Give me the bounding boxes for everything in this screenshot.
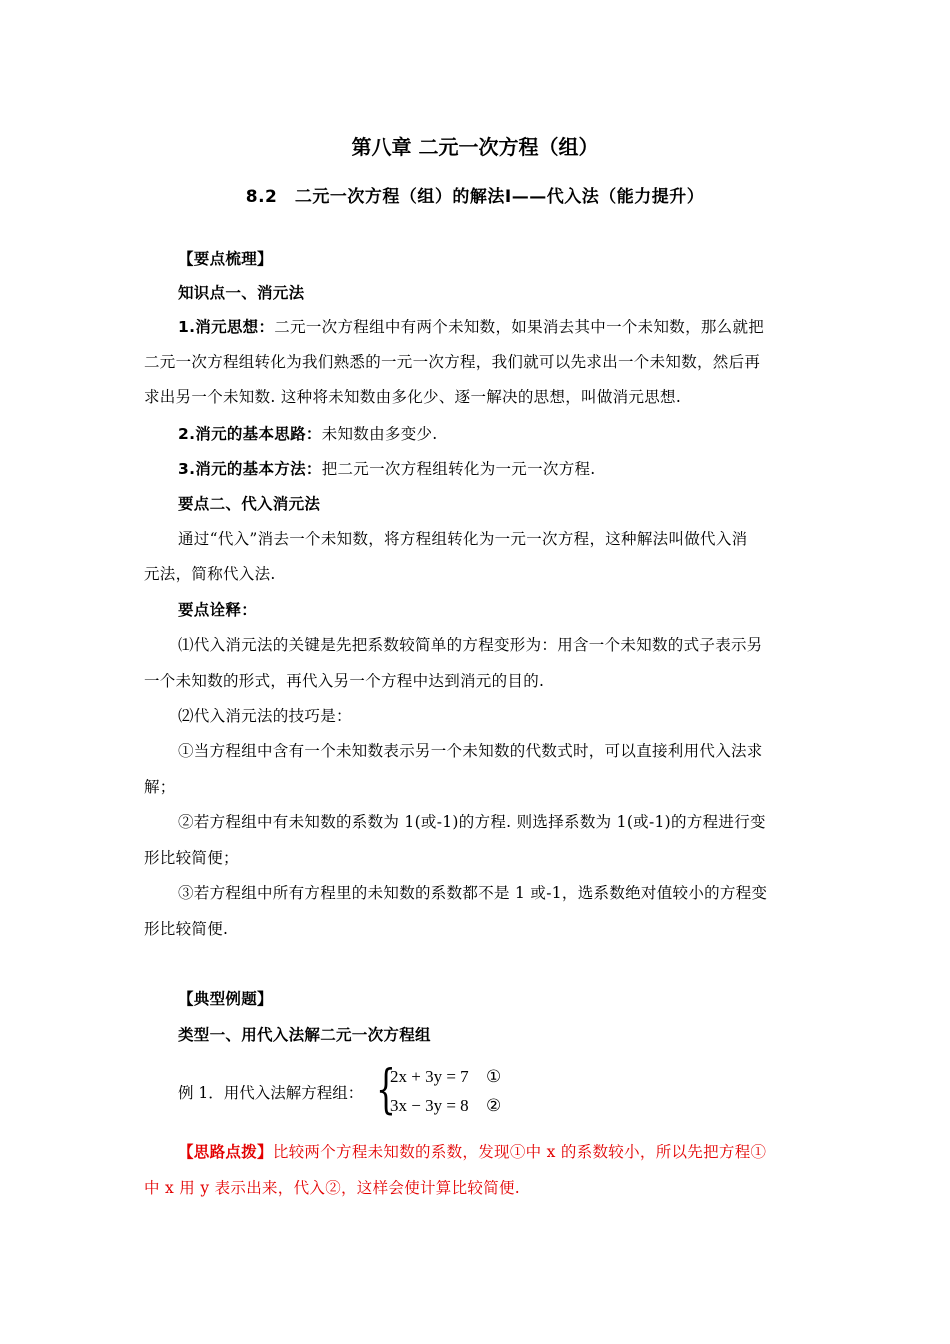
- equation-2-mark: ②: [486, 1096, 502, 1116]
- tip2-line1: ②若方程组中有未知数的系数为 1(或-1)的方程. 则选择系数为 1(或-1)的方程进行变: [178, 813, 766, 831]
- item1-label: 1.消元思想：: [178, 318, 275, 336]
- item2: [178, 423, 808, 445]
- note1-line2: 一个未知数的形式，再代入另一个方程中达到消元的目的.: [144, 672, 545, 690]
- point2-title: 要点二、代入消元法: [178, 495, 321, 513]
- point1-title: 知识点一、消元法: [178, 284, 305, 302]
- item1-line2: 二元一次方程组转化为我们熟悉的一元一次方程，我们就可以先求出一个未知数，然后再: [144, 353, 761, 371]
- hint-text: 比较两个方程未知数的系数，发现①中 x 的系数较小，所以先把方程①: [272, 1143, 767, 1161]
- item3-text: 把二元一次方程组转化为一元一次方程.: [321, 460, 596, 478]
- tip3-line2: 形比较简便.: [144, 920, 229, 938]
- item1-line3: 求出另一个未知数. 这种将未知数由多化少、逐一解决的思想，叫做消元思想.: [144, 388, 682, 406]
- hint-line2: 中 x 用 y 表示出来，代入②，这样会使计算比较简便.: [144, 1179, 521, 1197]
- tip2-line2: 形比较简便；: [144, 849, 239, 867]
- item3: [178, 458, 808, 480]
- example1-label: 例 1．用代入法解方程组：: [178, 1084, 364, 1102]
- def-line1: 通过“代入”消去一个未知数，将方程组转化为一元一次方程，这种解法叫做代入消: [178, 530, 748, 548]
- note1-line1: ⑴代入消元法的关键是先把系数较简单的方程变形为：用含一个未知数的式子表示另: [178, 636, 763, 654]
- def-line2: 元法，简称代入法.: [144, 565, 276, 583]
- hint-line1: [178, 1141, 808, 1163]
- item2-label: 2.消元的基本思路：: [178, 425, 322, 443]
- hint-label: 【思路点拨】: [178, 1143, 273, 1161]
- note-title: 要点诠释：: [178, 601, 258, 619]
- section-title: 8.2 二元一次方程（组）的解法Ⅰ——代入法（能力提升）: [245, 187, 705, 207]
- equation-1-mark: ①: [486, 1067, 502, 1087]
- left-brace: {: [376, 1060, 396, 1120]
- tip1-line1: ①当方程组中含有一个未知数表示另一个未知数的代数式时，可以直接利用代入法求: [178, 742, 763, 760]
- tip1-line2: 解；: [144, 778, 176, 796]
- tip3-line1: ③若方程组中所有方程里的未知数的系数都不是 1 或-1，选系数绝对值较小的方程变: [178, 884, 768, 902]
- equation-2: 3x − 3y = 8: [390, 1096, 469, 1115]
- item1-line1: [178, 316, 808, 338]
- item3-label: 3.消元的基本方法：: [178, 460, 322, 478]
- type1-title: 类型一、用代入法解二元一次方程组: [178, 1026, 431, 1044]
- summary-heading: 【要点梳理】: [178, 250, 273, 268]
- equation-1: 2x + 3y = 7: [390, 1067, 469, 1086]
- item1-text: 二元一次方程组中有两个未知数，如果消去其中一个未知数，那么就把: [274, 318, 765, 336]
- note2: ⑵代入消元法的技巧是：: [178, 707, 352, 725]
- chapter-title: 第八章 二元一次方程（组）: [351, 135, 599, 159]
- example1: [178, 1060, 578, 1122]
- examples-heading: 【典型例题】: [178, 990, 273, 1008]
- item2-text: 未知数由多变少.: [321, 425, 438, 443]
